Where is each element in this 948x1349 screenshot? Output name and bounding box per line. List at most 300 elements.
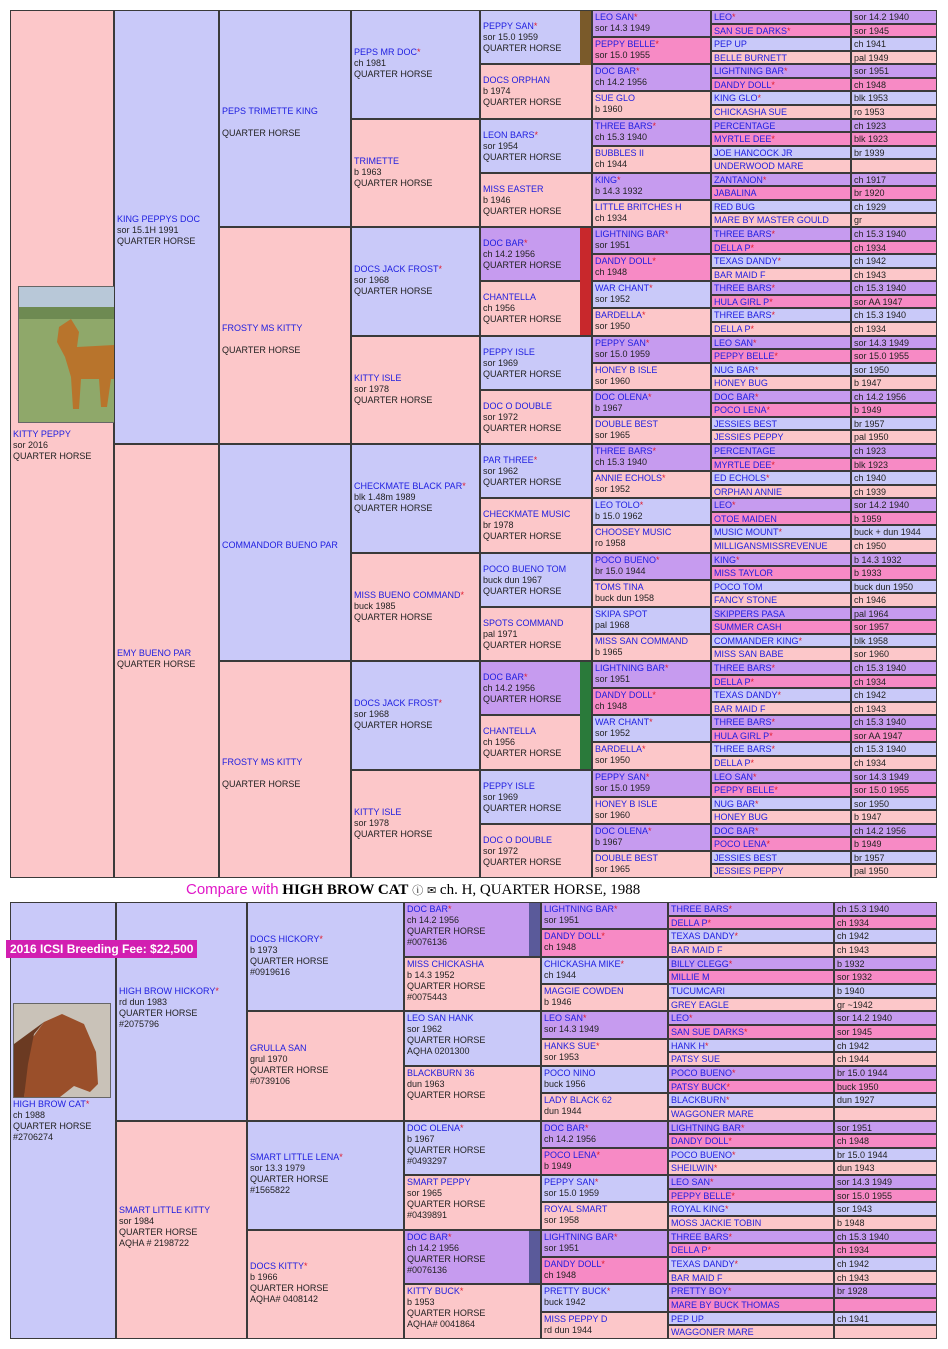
gen7-detail: blk 1923 [851,458,937,472]
horse-name-link[interactable]: JOE HANCOCK JR [714,147,793,158]
horse-name-link[interactable]: PERCENTAGE [714,446,776,456]
horse-name-link[interactable]: THREE BARS [595,120,653,131]
horse-name-link[interactable]: LADY BLACK 62 [544,1095,612,1106]
gen7-ancestor [711,688,851,702]
color-bar [580,228,591,335]
horse-detail: dun 1963 [407,1078,445,1089]
horse-detail: pal 1971 [483,628,518,639]
horse-name-link[interactable]: LEO TOLO [595,500,640,511]
horse-name-link[interactable]: POCO LENA [544,1149,597,1160]
horse-name-link[interactable]: KING GLO [714,93,758,104]
horse-name-link[interactable]: BARDELLA [595,310,643,321]
horse-detail: QUARTER HORSE [250,955,329,966]
horse-name-link[interactable]: HONEY B ISLE [595,798,658,809]
horse-name-link[interactable]: SMART LITTLE LENA [250,1152,340,1163]
horse-name-link[interactable]: POCO BUENO [595,554,657,565]
star-marker: * [774,785,778,796]
gen7-detail: ch 15.3 1940 [851,227,937,241]
gen6-compare-ancestor [668,1039,834,1053]
gen7-detail: br 1939 [851,146,937,160]
horse-name-link[interactable]: LEO [714,500,733,511]
horse-name-link[interactable]: DOUBLE BEST [595,852,659,863]
color-bar [580,662,591,769]
horse-name-link[interactable]: THREE BARS [714,310,772,321]
horse-name-link[interactable]: ROYAL KING [671,1204,726,1215]
horse-name-link[interactable]: PATSY SUE [671,1054,721,1065]
horse-name-link[interactable]: DOC O DOUBLE [483,400,553,411]
gen7-detail: ch 1934 [851,756,937,770]
gen6-compare-detail: ch 1942 [834,929,937,943]
horse-name-link[interactable]: LIGHTNING BAR [595,229,666,239]
horse-name-link[interactable]: LEO SAN [714,771,754,782]
horse-detail: b 15.0 1962 [595,511,643,522]
gen7-detail: sor 1951 [851,64,937,78]
horse-name-link[interactable]: WAGGONER MARE [671,1108,754,1119]
gen4-compare-ancestor [404,1066,541,1121]
horse-name-link[interactable]: DOCS JACK FROST [354,264,439,275]
gen7-ancestor [711,525,851,539]
horse-name-link[interactable]: KITTY BUCK [407,1286,460,1297]
gen5-ancestor [480,10,592,64]
horse-name-link[interactable]: THREE BARS [714,283,772,294]
gen7-ancestor [711,200,851,214]
horse-name-link[interactable]: MOSS JACKIE TOBIN [671,1218,762,1229]
gen6-ancestor [592,553,711,580]
horse-detail: sor 15.0 1959 [595,348,651,359]
horse-detail: b 1965 [595,646,623,657]
horse-detail: sor 1969 [483,791,519,802]
gen4-compare-ancestor [404,1011,541,1066]
gen7-ancestor [711,770,851,784]
horse-name-link[interactable]: GRULLA SAN [250,1042,307,1053]
gen7-detail: sor 15.0 1955 [851,783,937,797]
star-marker: * [734,1259,739,1270]
horse-name-link[interactable]: THREE BARS [714,717,772,728]
horse-name-link[interactable]: UNDERWOOD MARE [714,161,804,172]
horse-name-link[interactable]: THREE BARS [714,744,772,755]
horse-name-link[interactable]: LEO SAN [544,1013,584,1024]
horse-name-link[interactable]: TEXAS DANDY [671,931,735,942]
horse-name-link[interactable]: CHECKMATE MUSIC [483,509,571,520]
horse-name-link[interactable]: HIGH BROW HICKORY [119,986,216,997]
horse-name-link[interactable]: MAGGIE COWDEN [544,985,624,996]
horse-name-link[interactable]: DOC OLENA [595,391,649,402]
horse-name-link[interactable]: OTOE MAIDEN [714,513,777,524]
compare-horse-link[interactable]: HIGH BROW CAT [282,882,409,898]
gen6-compare-detail: sor 1945 [834,1025,937,1039]
gen5-compare-ancestor [541,902,668,929]
horse-name-link[interactable]: KITTY ISLE [354,372,402,383]
horse-name-link[interactable]: MARE BY MASTER GOULD [714,215,829,226]
horse-name-link[interactable]: POCO NINO [544,1067,596,1078]
gen7-detail: sor 14.2 1940 [851,10,937,24]
horse-name-link[interactable]: JESSIES BEST [714,418,778,429]
horse-detail: dun 1944 [544,1106,582,1117]
horse-name-link[interactable]: HIGH BROW CAT [13,1099,86,1109]
gen5-ancestor [480,553,592,607]
horse-name-link[interactable]: KITTY PEPPY [13,429,71,439]
horse-detail: ch 15.3 1940 [595,457,648,467]
horse-name-link[interactable]: MISS SAN BABE [714,649,784,660]
horse-name-link[interactable]: SMART LITTLE KITTY [119,1204,211,1215]
horse-name-link[interactable]: DELLA P [671,1245,708,1256]
gen7-detail: sor 1957 [851,620,937,634]
gen7-ancestor [711,213,851,227]
gen7-detail: sor AA 1947 [851,295,937,309]
horse-name-link[interactable]: CHECKMATE BLACK PAR [354,481,463,492]
horse-name-link[interactable]: RED BUG [714,201,756,212]
horse-name-link[interactable]: PEPS MR DOC [354,47,418,58]
star-marker: * [662,473,666,484]
gen6-compare-ancestor [668,1121,834,1135]
horse-name-link[interactable]: DANDY DOLL [595,690,653,701]
gen5-ancestor [480,173,592,227]
horse-name-link[interactable]: JESSIES PEPPY [714,432,784,443]
horse-name-link[interactable]: PEPPY SAN [595,771,646,782]
horse-name-link[interactable]: MISS CHICKASHA [407,958,485,969]
gen6-ancestor [592,390,711,417]
horse-name-link[interactable]: POCO BUENO [671,1067,733,1078]
horse-name-link[interactable]: THREE BARS [671,1231,729,1242]
horse-detail: buck dun 1958 [595,592,655,603]
gen1-subject [10,10,114,878]
horse-name-link[interactable]: ROYAL SMART [544,1204,608,1215]
horse-name-link[interactable]: LEO SAN HANK [407,1013,474,1024]
gen6-compare-detail: ch 1934 [834,916,937,930]
horse-name-link[interactable]: TRIMETTE [354,155,399,166]
horse-name-link[interactable]: PEPPY BELLE [714,785,775,796]
horse-name-link[interactable]: MARE BY BUCK THOMAS [671,1300,780,1311]
horse-name-link[interactable]: JABALINA [714,188,757,199]
horse-name-link[interactable]: MISS PEPPY D [544,1313,608,1324]
horse-detail: sor 15.1H 1991 [117,225,179,235]
horse-name-link[interactable]: PRETTY BOY [671,1286,728,1297]
horse-detail: #0075443 [407,991,448,1002]
horse-name-link[interactable]: DOC OLENA [595,825,649,836]
horse-name-link[interactable]: DOC BAR [714,391,756,402]
horse-name-link[interactable]: SKIPPERS PASA [714,608,785,619]
horse-name-link[interactable]: POCO BUENO TOM [483,563,567,574]
horse-name-link[interactable]: DOC BAR [483,238,525,249]
horse-name-link[interactable]: MILLIGANSMISSREVENUE [714,540,828,551]
horse-name-link[interactable]: PEPPY SAN [544,1177,595,1188]
horse-name-link[interactable]: HANKS SUE [544,1040,597,1051]
horse-name-link[interactable]: TEXAS DANDY [714,690,778,701]
gen5-ancestor [480,715,592,769]
horse-detail: QUARTER HORSE [483,97,562,108]
gen6-compare-detail: sor 14.2 1940 [834,1011,937,1025]
gen6-ancestor [592,851,711,878]
horse-name-link[interactable]: ANNIE ECHOLS [595,473,663,484]
gen7-detail: b 1949 [851,837,937,851]
star-marker: * [727,1286,732,1297]
star-marker: * [655,39,659,50]
horse-name-link[interactable]: MISS TAYLOR [714,568,774,579]
horse-name-link[interactable]: DOC O DOUBLE [483,834,553,845]
horse-name-link[interactable]: LIGHTNING BAR [595,663,666,673]
horse-name-link[interactable]: HONEY B ISLE [595,364,658,375]
gen7-detail: ch 1942 [851,254,937,268]
horse-name-link[interactable]: HULA GIRL P [714,296,770,307]
horse-name-link[interactable]: DOCS KITTY [250,1261,305,1272]
horse-detail: QUARTER HORSE [354,720,433,731]
gen5-ancestor [480,661,592,715]
horse-name-link[interactable]: DOC BAR [595,66,637,77]
horse-name-link[interactable]: LEO SAN [714,337,754,348]
horse-detail: ch 1948 [544,942,577,953]
horse-name-link[interactable]: PEPPY BELLE [595,39,656,50]
horse-name-link[interactable]: FROSTY MS KITTY [222,756,303,767]
horse-name-link[interactable]: THREE BARS [595,446,653,456]
horse-name-link[interactable]: DANDY DOLL [595,256,653,267]
color-bar [529,903,540,956]
gen7-ancestor [711,24,851,38]
horse-name-link[interactable]: WAR CHANT [595,283,650,294]
horse-name-link[interactable]: LEO [671,1013,690,1024]
horse-name-link[interactable]: LIGHTNING BAR [544,904,615,914]
gen7-ancestor [711,675,851,689]
horse-name-link[interactable]: BLACKBURN 36 [407,1067,475,1078]
horse-detail: ch 1956 [483,737,516,748]
horse-name-link[interactable]: LEO [714,12,733,22]
horse-name-link[interactable]: POCO LENA [714,839,767,850]
horse-name-link[interactable]: WAR CHANT [595,717,650,728]
horse-name-link[interactable]: CHICKASHA SUE [714,106,788,117]
horse-name-link[interactable]: MISS SAN COMMAND [595,635,689,646]
horse-detail: QUARTER HORSE [13,451,92,461]
horse-name-link[interactable]: SUMMER CASH [714,622,782,633]
horse-name-link[interactable]: DOC OLENA [407,1122,461,1133]
horse-name-link[interactable]: KITTY ISLE [354,806,402,817]
horse-name-link[interactable]: SHEILWIN [671,1163,714,1174]
horse-name-link[interactable]: PERCENTAGE [714,120,776,131]
horse-detail: sor 1984 [119,1215,155,1226]
gen3-compare-grandparent [247,902,404,1011]
horse-name-link[interactable]: SUE GLO [595,93,636,104]
horse-name-link[interactable]: TEXAS DANDY [714,256,778,267]
horse-name-link[interactable]: BAR MAID F [671,944,723,955]
horse-name-link[interactable]: HONEY BUG [714,812,768,823]
horse-name-link[interactable]: DELLA P [671,917,708,928]
horse-name-link[interactable]: DOC BAR [483,672,525,683]
horse-name-link[interactable]: HULA GIRL P [714,730,770,741]
horse-name-link[interactable]: FROSTY MS KITTY [222,322,303,333]
horse-name-link[interactable]: DANDY DOLL [671,1136,729,1147]
star-marker: * [448,1231,452,1242]
horse-name-link[interactable]: DELLA P [714,676,751,687]
gen3-compare-grandparent [247,1121,404,1230]
gen7-detail: br 1957 [851,851,937,865]
horse-detail: buck dun 1967 [483,574,543,585]
gen6-ancestor [592,688,711,715]
breeding-fee-badge: 2016 ICSI Breeding Fee: $22,500 [6,940,197,958]
horse-name-link[interactable]: SMART PEPPY [407,1177,471,1188]
horse-name-link[interactable]: KING PEPPYS DOC [117,214,201,224]
horse-name-link[interactable]: DANDY DOLL [544,1259,602,1270]
horse-name-link[interactable]: SAN SUE DARKS [714,25,788,36]
horse-detail: #0076136 [407,1264,448,1275]
horse-name-link[interactable]: MISS EASTER [483,183,544,194]
horse-name-link[interactable]: FANCY STONE [714,595,778,606]
horse-name-link[interactable]: WAGGONER MARE [671,1327,754,1338]
horse-detail: QUARTER HORSE [483,314,562,325]
horse-name-link[interactable]: THREE BARS [671,904,729,914]
horse-name-link[interactable]: HANK H [671,1040,706,1051]
horse-name-link[interactable]: PATSY BUCK [671,1081,727,1092]
horse-name-link[interactable]: MYRTLE DEE [714,459,772,470]
horse-name-link[interactable]: ED ECHOLS [714,473,767,484]
horse-detail: QUARTER HORSE [119,1008,198,1019]
horse-name-link[interactable]: LEON BARS [483,129,535,140]
horse-name-link[interactable]: GREY EAGLE [671,999,729,1010]
horse-name-link[interactable]: LIGHTNING BAR [544,1231,615,1242]
horse-name-link[interactable]: LITTLE BRITCHES H [595,201,682,212]
horse-detail: ch 1956 [483,303,516,314]
horse-name-link[interactable]: BARDELLA [595,744,643,755]
horse-name-link[interactable]: BAR MAID F [714,703,766,714]
mail-icon[interactable]: ✉ [426,885,437,897]
star-marker: * [705,1040,709,1051]
horse-name-link[interactable]: PEPPY SAN [483,21,534,32]
gen5-compare-ancestor [541,1312,668,1339]
horse-name-link[interactable]: SKIPA SPOT [595,608,648,619]
horse-name-link[interactable]: DOC BAR [407,904,449,914]
horse-name-link[interactable]: DOUBLE BEST [595,418,659,429]
horse-detail: QUARTER HORSE [483,477,562,488]
horse-name-link[interactable]: POCO LENA [714,405,767,416]
horse-name-link[interactable]: PEP UP [671,1313,704,1324]
horse-name-link[interactable]: NUG BAR [714,364,756,375]
horse-name-link[interactable]: MUSIC MOUNT [714,527,779,538]
horse-name-link[interactable]: DOCS JACK FROST [354,698,439,709]
gen4-compare-ancestor [404,957,541,1012]
horse-name-link[interactable]: PEPPY BELLE [671,1190,732,1201]
horse-name-link[interactable]: PEPPY BELLE [714,351,775,362]
gen7-detail: blk 1958 [851,634,937,648]
gen7-detail: ch 1948 [851,78,937,92]
horse-name-link[interactable]: POCO TOM [714,581,763,592]
horse-name-link[interactable]: PAR THREE [483,455,534,466]
gen4-ancestor [351,444,480,553]
horse-detail: sor 1960 [595,375,631,386]
horse-name-link[interactable]: SAN SUE DARKS [671,1026,745,1037]
horse-name-link[interactable]: HONEY BUG [714,378,768,389]
horse-name-link[interactable]: DELLA P [714,757,751,768]
star-marker: * [766,405,771,416]
horse-name-link[interactable]: JESSIES BEST [714,852,778,863]
gen5-compare-ancestor [541,957,668,984]
gen6-compare-ancestor [668,998,834,1012]
horse-detail: ro 1958 [595,538,626,549]
horse-name-link[interactable]: KING [714,554,737,565]
horse-name-link[interactable]: BILLY CLEGG [671,958,729,969]
gen6-compare-ancestor [668,943,834,957]
horse-name-link[interactable]: THREE BARS [714,663,772,673]
horse-name-link[interactable]: THREE BARS [714,229,772,239]
gen6-ancestor [592,607,711,634]
horse-name-link[interactable]: CHICKASHA MIKE [544,958,621,969]
horse-name-link[interactable]: TOMS TINA [595,581,644,592]
horse-name-link[interactable]: MYRTLE DEE [714,134,772,145]
horse-detail: sor 1950 [595,321,631,332]
horse-name-link[interactable]: DANDY DOLL [544,931,602,942]
horse-name-link[interactable]: POCO BUENO [671,1149,733,1160]
horse-name-link[interactable]: PRETTY BUCK [544,1286,607,1297]
star-marker: * [596,1149,601,1160]
horse-name-link[interactable]: CHANTELLA [483,726,537,737]
horse-name-link[interactable]: BAR MAID F [671,1272,723,1283]
gen7-ancestor [711,146,851,160]
horse-name-link[interactable]: DOC BAR [714,825,756,836]
gen7-ancestor [711,322,851,336]
horse-name-link[interactable]: MISS BUENO COMMAND [354,589,461,600]
horse-name-link[interactable]: DELLA P [714,242,751,253]
horse-name-link[interactable]: BELLE BURNETT [714,52,788,63]
star-marker: * [614,904,618,914]
horse-name-link[interactable]: LIGHTNING BAR [671,1122,742,1133]
horse-name-link[interactable]: CHOOSEY MUSIC [595,527,672,538]
horse-name-link[interactable]: PEPPY SAN [595,337,646,348]
horse-name-link[interactable]: DELLA P [714,323,751,334]
horse-detail: ch 1948 [544,1270,577,1281]
gen7-ancestor [711,607,851,621]
gen7-ancestor [711,620,851,634]
horse-name-link[interactable]: PEP UP [714,39,747,50]
horse-name-link[interactable]: DOCS HICKORY [250,933,320,944]
horse-name-link[interactable]: LEO SAN [595,12,635,22]
horse-detail: #0919616 [250,966,291,977]
horse-name-link[interactable]: DANDY DOLL [714,79,772,90]
horse-name-link[interactable]: LIGHTNING BAR [714,66,785,77]
horse-name-link[interactable]: BUBBLES II [595,147,645,158]
horse-detail: sor 1951 [595,240,631,250]
horse-name-link[interactable]: SPOTS COMMAND [483,617,564,628]
star-marker: * [304,1261,308,1272]
horse-name-link[interactable]: ZANTANON [714,174,763,185]
horse-name-link[interactable]: COMMANDOR BUENO PAR [222,539,338,550]
star-marker: * [771,744,776,755]
gen2-compare-parent [116,902,247,1121]
horse-name-link[interactable]: TEXAS DANDY [671,1259,735,1270]
horse-name-link[interactable]: ORPHAN ANNIE [714,486,783,497]
gen7-detail: gr [851,213,937,227]
horse-name-link[interactable]: JESSIES PEPPY [714,866,784,877]
horse-name-link[interactable]: LEO SAN [671,1177,711,1188]
gen7-detail: ch 1940 [851,471,937,485]
horse-name-link[interactable]: PEPPY ISLE [483,780,535,791]
horse-name-link[interactable]: TUCUMCARI [671,985,725,996]
horse-name-link[interactable]: BAR MAID F [714,269,766,280]
horse-name-link[interactable]: KING [595,174,618,185]
horse-name-link[interactable]: EMY BUENO PAR [117,648,192,658]
horse-name-link[interactable]: NUG BAR [714,798,756,809]
horse-name-link[interactable]: DOC BAR [407,1231,449,1242]
horse-name-link[interactable]: BLACKBURN [671,1095,727,1106]
horse-name-link[interactable]: CHANTELLA [483,292,537,303]
horse-name-link[interactable]: PEPS TRIMETTE KING [222,105,318,116]
horse-name-link[interactable]: MILLIE M [671,972,710,983]
gen6-compare-ancestor [668,1080,834,1094]
horse-name-link[interactable]: DOC BAR [544,1122,586,1133]
horse-name-link[interactable]: COMMANDER KING [714,635,799,646]
horse-name-link[interactable]: PEPPY ISLE [483,346,535,357]
gen7-detail: ch 1934 [851,675,937,689]
star-marker: * [769,296,773,307]
star-marker: * [460,589,465,600]
gen6-ancestor [592,797,711,824]
horse-name-link[interactable]: DOCS ORPHAN [483,75,551,86]
info-icon[interactable]: ⓘ [412,885,424,897]
